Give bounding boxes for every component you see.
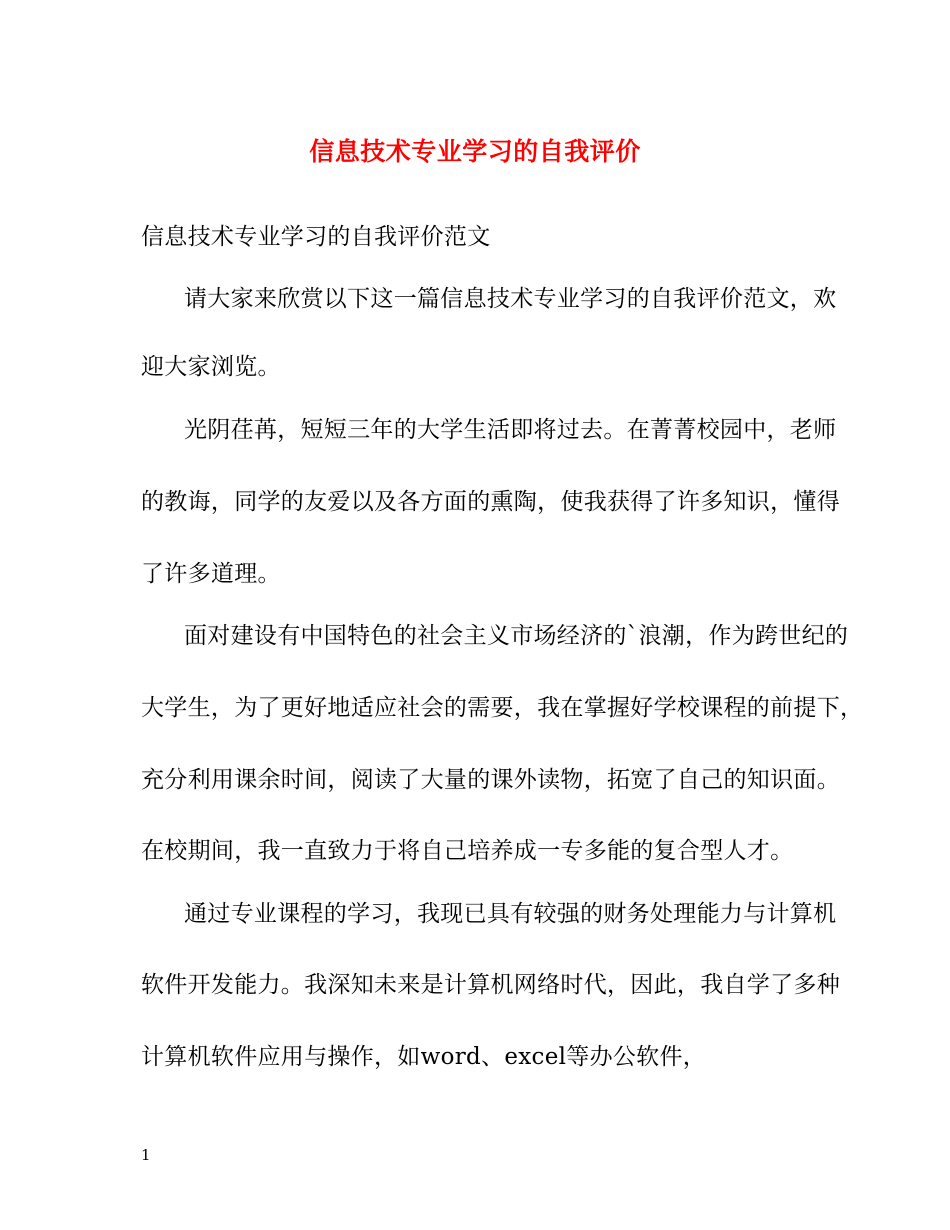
paragraph-line: 在校期间，我一直致力于将自己培养成一专多能的复合型人才。 [141,838,794,864]
paragraph-line: 软件开发能力。我深知未来是计算机网络时代，因此，我自学了多种 [141,972,840,998]
paragraph-line: 通过专业课程的学习，我现已具有较强的财务处理能力与计算机 [184,901,837,927]
paragraph-line: 的教诲，同学的友爱以及各方面的熏陶，使我获得了许多知识，懂得 [141,489,840,515]
paragraph-line: 光阴荏苒，短短三年的大学生活即将过去。在菁菁校园中，老师 [184,417,837,443]
paragraph-line: 大学生，为了更好地适应社会的需要，我在掌握好学校课程的前提下， [141,695,864,721]
document-title: 信息技术专业学习的自我评价 [309,137,641,166]
paragraph-line: 充分利用课余时间，阅读了大量的课外读物，拓宽了自己的知识面。 [141,767,840,793]
paragraph-line: 请大家来欣赏以下这一篇信息技术专业学习的自我评价范文，欢 [184,286,837,312]
paragraph-line: 面对建设有中国特色的社会主义市场经济的`浪潮，作为跨世纪的 [184,623,849,649]
paragraph-line: 迎大家浏览。 [141,354,281,380]
paragraph-line: 了许多道理。 [141,561,281,587]
paragraph-line: 计算机软件应用与操作，如word、excel等办公软件， [141,1044,707,1070]
page-number: 1 [141,1146,151,1164]
subtitle-line: 信息技术专业学习的自我评价范文 [141,224,491,250]
